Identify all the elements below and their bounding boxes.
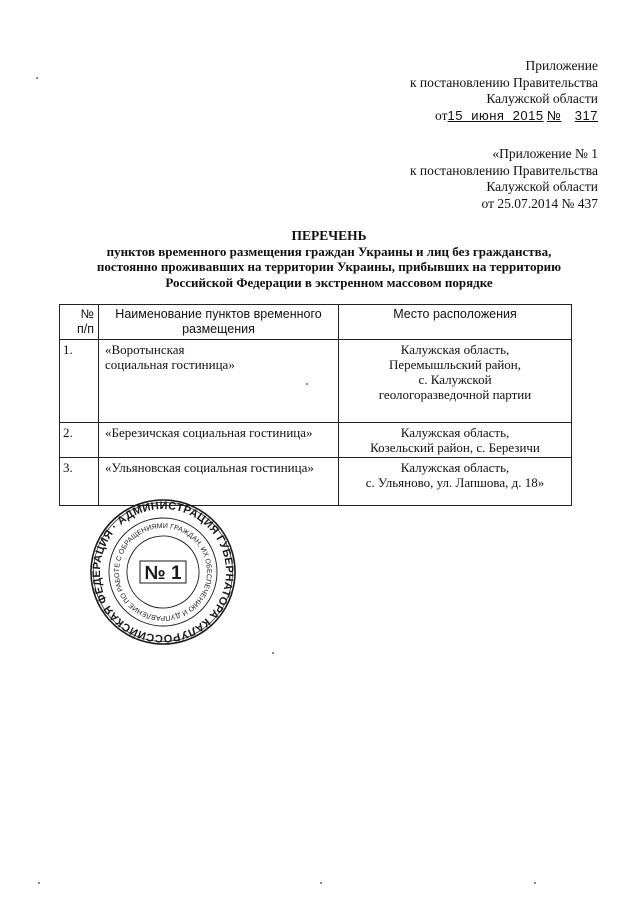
scan-speck	[38, 882, 40, 884]
row-name	[99, 340, 339, 423]
header-location: Место расположения	[339, 305, 572, 340]
row-location-line: с. Ульяново, ул. Лапшова, д. 18»	[365, 475, 545, 490]
header-number	[60, 305, 99, 340]
scan-speck	[36, 77, 38, 79]
row-location-line: геологоразведочной партии	[378, 387, 532, 402]
row-location-line: Козельский район, с. Березичи	[370, 440, 540, 455]
table-row	[60, 340, 572, 423]
scan-speck	[534, 882, 536, 884]
title-line-1: пунктов временного размещения граждан Украины и лиц без гражданства,	[106, 243, 552, 259]
appendix-date-line	[410, 108, 598, 125]
document-title	[60, 228, 598, 290]
original-appendix-header	[410, 146, 598, 212]
orig-appendix-line-4: от 25.07.2014 № 437	[481, 195, 598, 211]
header-name-line-1: Наименование пунктов временного	[115, 307, 322, 321]
scan-speck	[272, 652, 274, 654]
orig-appendix-line-1: «Приложение № 1	[492, 146, 598, 161]
header-number-line-2: п/п	[76, 322, 94, 336]
appendix-line-2: к постановлению Правительства	[409, 74, 598, 90]
appendix-line-1: Приложение	[525, 58, 598, 73]
official-seal-icon	[89, 498, 237, 646]
scan-speck	[320, 882, 322, 884]
row-number: 1.	[60, 340, 99, 423]
appendix-number-sign: №	[546, 107, 562, 123]
scan-speck	[306, 383, 308, 385]
title-heading: ПЕРЕЧЕНЬ	[291, 228, 367, 243]
row-name	[99, 423, 339, 458]
row-name-line: «Березичская социальная гостиница»	[105, 425, 313, 440]
row-location-line: с. Калужской	[418, 372, 492, 387]
locations-table	[59, 304, 572, 506]
table-row	[60, 423, 572, 458]
row-number: 3.	[60, 458, 99, 506]
title-line-3: Российской Федерации в экстренном массовом порядке	[165, 274, 493, 290]
row-location	[339, 423, 572, 458]
orig-appendix-line-3: Калужской области	[486, 179, 598, 194]
header-name-line-2: размещения	[182, 322, 255, 336]
appendix-date-prefix: от	[435, 107, 448, 123]
title-line-2: постоянно проживавших на территории Украины, прибывших на территорию	[96, 259, 562, 274]
seal-inner-text: УПРАВЛЕНИЕ ПО РАБОТЕ С ОБРАЩЕНИЯМИ ГРАЖДАН, ИХ ОБЕСПЕЧЕНИЮ И ДЕЛОПРОИЗВОДСТВУ	[113, 522, 213, 622]
appendix-line-3: Калужской области	[486, 91, 598, 106]
row-name-line: «Ульяновская социальная гостиница»	[105, 460, 314, 475]
header-number-line-1: №	[80, 307, 94, 321]
row-location	[339, 340, 572, 423]
seal-center-number: № 1	[144, 563, 182, 584]
row-location-line: Калужская область,	[400, 425, 510, 440]
table-header-row	[60, 305, 572, 340]
row-location-line: Калужская область,	[400, 460, 510, 475]
row-location-line: Калужская область,	[400, 342, 510, 357]
row-number: 2.	[60, 423, 99, 458]
row-name-line: социальная гостиница»	[105, 357, 235, 372]
orig-appendix-line-2: к постановлению Правительства	[409, 162, 598, 178]
header-name	[99, 305, 339, 340]
appendix-header	[410, 58, 598, 124]
seal-outer-text: РОССИЙСКАЯ ФЕДЕРАЦИЯ · АДМИНИСТРАЦИЯ ГУБЕРНАТОРА КАЛУЖСКОЙ	[90, 499, 236, 645]
row-name-line: «Воротынская	[105, 342, 185, 357]
row-location	[339, 458, 572, 506]
appendix-date: 15 июня 2015	[447, 107, 544, 123]
appendix-number: 317	[574, 107, 598, 123]
row-location-line: Перемышльский район,	[389, 357, 521, 372]
